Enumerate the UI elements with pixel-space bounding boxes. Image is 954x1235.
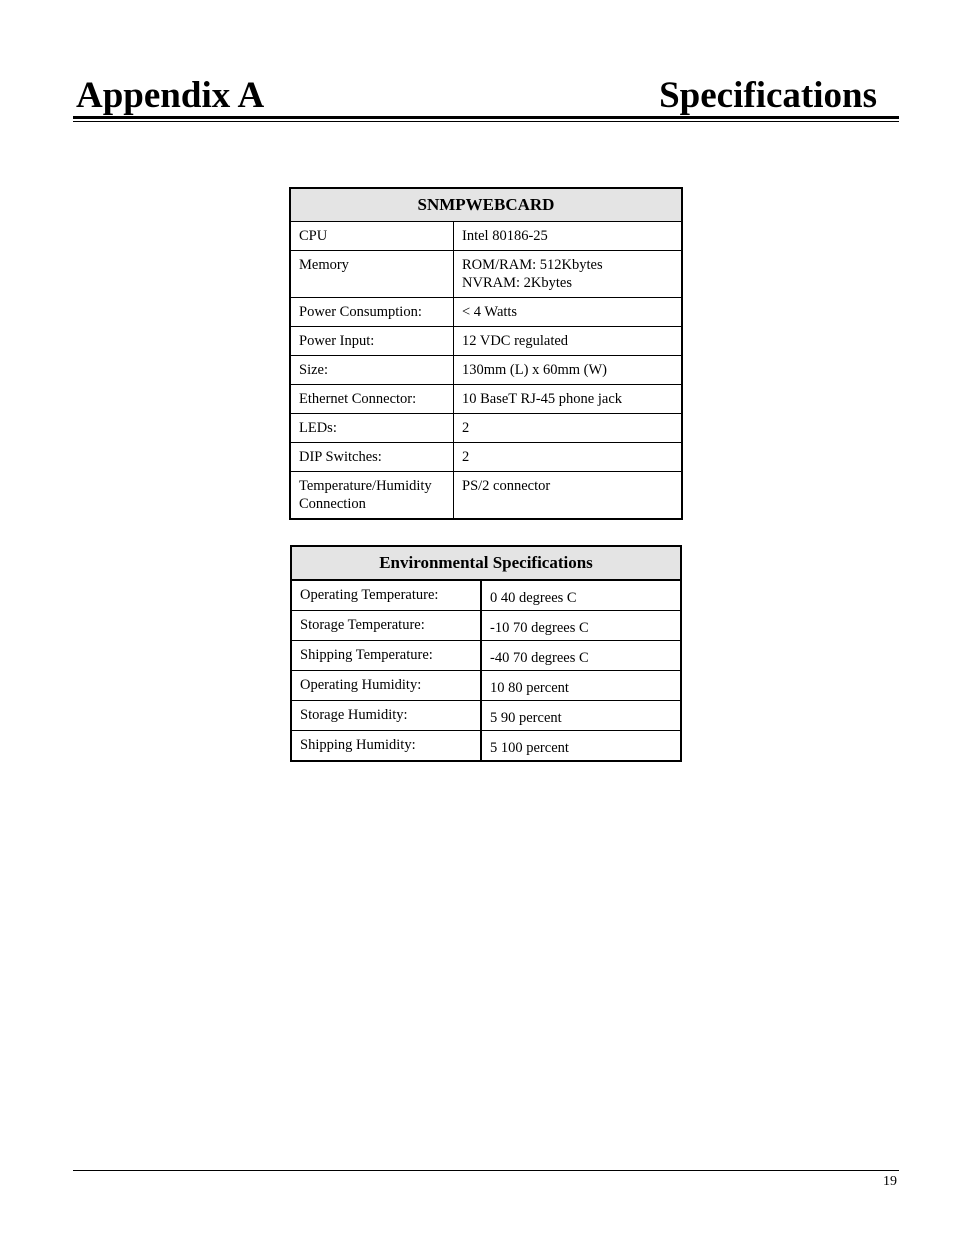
snmpwebcard-spec-table	[289, 187, 683, 520]
env-label: Storage Temperature:	[291, 611, 481, 641]
env-table-title: Environmental Specifications	[291, 546, 681, 580]
env-value: -40 70 degrees C	[481, 641, 681, 671]
spec-value: 10 BaseT RJ-45 phone jack	[454, 385, 683, 414]
table-row	[290, 414, 682, 443]
spec-value-line: ROM/RAM: 512Kbytes	[462, 257, 603, 273]
table-row	[291, 641, 681, 671]
header-rule-thick	[73, 116, 899, 119]
table-row	[291, 701, 681, 731]
table-row	[290, 356, 682, 385]
section-title: Specifications	[659, 75, 877, 116]
table-row	[290, 327, 682, 356]
env-label: Shipping Humidity:	[291, 731, 481, 762]
spec-label: CPU	[290, 222, 454, 251]
table-row	[290, 222, 682, 251]
spec-value: 2	[454, 443, 683, 472]
spec-label: Power Input:	[290, 327, 454, 356]
page-header	[73, 70, 899, 122]
env-label: Shipping Temperature:	[291, 641, 481, 671]
table-row	[291, 731, 681, 762]
spec-value: PS/2 connector	[454, 472, 683, 520]
header-rule-thin	[73, 121, 899, 122]
page-number: 19	[883, 1174, 897, 1189]
spec-value: 130mm (L) x 60mm (W)	[454, 356, 683, 385]
table-row	[291, 580, 681, 611]
spec-label: Memory	[290, 251, 454, 298]
table-row	[290, 443, 682, 472]
env-label: Storage Humidity:	[291, 701, 481, 731]
spec-table-title: SNMPWEBCARD	[290, 188, 682, 222]
env-value: 0 40 degrees C	[481, 580, 681, 611]
table-row	[290, 472, 682, 520]
env-value: 5 100 percent	[481, 731, 681, 762]
spec-label-line: Temperature/Humidity	[299, 478, 432, 494]
footer-rule	[73, 1170, 899, 1171]
environmental-spec-table	[290, 545, 682, 762]
env-value: 10 80 percent	[481, 671, 681, 701]
table-row	[290, 385, 682, 414]
table-row	[291, 611, 681, 641]
spec-label-line: Connection	[299, 496, 366, 512]
spec-label	[290, 472, 454, 520]
spec-label: Size:	[290, 356, 454, 385]
env-label: Operating Temperature:	[291, 580, 481, 611]
env-label: Operating Humidity:	[291, 671, 481, 701]
spec-value: 2	[454, 414, 683, 443]
spec-label: Ethernet Connector:	[290, 385, 454, 414]
spec-value: 12 VDC regulated	[454, 327, 683, 356]
env-value: 5 90 percent	[481, 701, 681, 731]
spec-label: LEDs:	[290, 414, 454, 443]
spec-value: < 4 Watts	[454, 298, 683, 327]
spec-label: DIP Switches:	[290, 443, 454, 472]
spec-label: Power Consumption:	[290, 298, 454, 327]
table-row	[290, 298, 682, 327]
appendix-title: Appendix A	[76, 75, 265, 116]
table-row	[290, 251, 682, 298]
spec-value-line: NVRAM: 2Kbytes	[462, 275, 572, 291]
spec-value	[454, 251, 683, 298]
table-row	[291, 671, 681, 701]
spec-value: Intel 80186-25	[454, 222, 683, 251]
env-value: -10 70 degrees C	[481, 611, 681, 641]
